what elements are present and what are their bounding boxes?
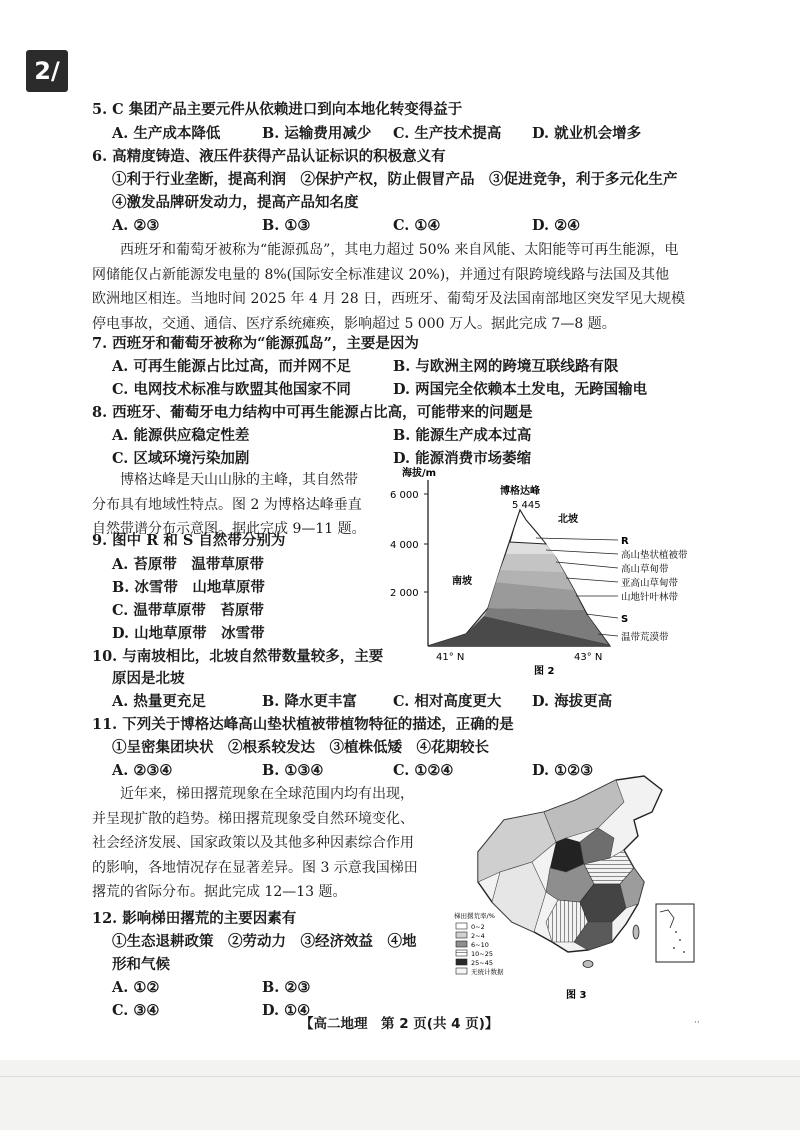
map-legend [454,911,504,976]
peak-name: 博格达峰 [500,486,540,497]
passage-12-13 [92,782,452,905]
q5-option-d[interactable]: D. 就业机会增多 [532,125,642,142]
q7-option-c[interactable]: C. 电网技术标准与欧盟其他国家不同 [112,381,351,398]
y-tick-label: 4 000 [390,540,419,551]
y-tick-label: 6 000 [390,490,419,501]
page-edge-divider [0,1076,800,1077]
q9-option-c[interactable]: C. 温带草原带 苔原带 [112,602,264,619]
south-slope-label: 南坡 [452,576,472,587]
leader-line [536,538,618,540]
q12-option-c[interactable]: C. ③④ [112,1002,160,1019]
q5-option-c[interactable]: C. 生产技术提高 [393,125,502,142]
passage-12-13-line: 近年来，梯田撂荒现象在全球范围内均有出现， [92,786,414,802]
zone-label: 高山垫状植被带 [621,550,688,561]
leader-line [546,550,618,554]
question-11-stem: 11. 下列关于博格达峰高山垫状植被带植物特征的描述，正确的是 [92,716,514,733]
q8-option-c[interactable]: C. 区域环境污染加剧 [112,450,250,467]
question-8-stem: 8. 西班牙、葡萄牙电力结构中可再生能源占比高，可能带来的问题是 [92,404,533,421]
q6-items-line-1: ①利于行业垄断，提高利润 ②保护产权，防止假冒产品 ③促进竞争，利于多元化生产 [112,171,678,188]
passage-12-13-line: 社会经济发展、国家政策以及其他多种因素综合作用 [92,835,414,851]
q6-option-c[interactable]: C. ①④ [393,217,441,234]
q10-option-c[interactable]: C. 相对高度更大 [393,693,502,710]
q6-items-line-2: ④激发品牌研发动力，提高产品知名度 [112,194,359,211]
q12-option-a[interactable]: A. ①② [112,979,160,996]
alpine-meadow-zone [500,554,564,572]
figure-2-caption: 图 2 [534,666,555,677]
passage-7-8-line: 欧洲地区相连。当地时间 2025 年 4 月 28 日，西班牙、葡萄牙及法国南部地区突发罕见大规模 [92,291,686,307]
page-number-badge: 2/ [26,50,68,92]
q5-option-a[interactable]: A. 生产成本降低 [112,125,221,142]
y-axis-title: 海拔/m [402,468,437,479]
q8-option-b[interactable]: B. 能源生产成本过高 [393,427,532,444]
alpine-cushion-zone [506,542,554,554]
latitude-south: 41° N [436,652,465,663]
legend-title: 梯田撂荒率/% [454,912,495,920]
q6-option-a[interactable]: A. ②③ [112,217,160,234]
passage-9-11-line: 自然带谱分布示意图。据此完成 9—11 题。 [92,521,366,537]
zone-label: 温带荒漠带 [621,632,669,643]
inset-island [679,939,681,941]
inset-island [675,931,677,933]
q12-items-line-1: ①生态退耕政策 ②劳动力 ③经济效益 ④地 [112,933,417,950]
q8-option-d[interactable]: D. 能源消费市场萎缩 [393,450,532,467]
south-china-sea-inset [656,904,694,962]
question-12-stem: 12. 影响梯田撂荒的主要因素有 [92,910,297,927]
question-10-stem-line-1: 10. 与南坡相比，北坡自然带数量较多，主要 [92,648,384,665]
island [583,961,593,968]
passage-9-11-line: 博格达峰是天山山脉的主峰，其自然带 [92,472,358,488]
passage-7-8-line: 网储能仅占新能源发电量的 8%(国际安全标准建议 20%)，并通过有限跨境线路与法国及其他 [92,266,670,283]
q6-option-d[interactable]: D. ②④ [532,217,581,234]
q12-option-b[interactable]: B. ②③ [262,979,311,996]
figure-3-china-map [448,772,718,1006]
q8-option-a[interactable]: A. 能源供应稳定性差 [112,427,250,444]
question-7-stem: 7. 西班牙和葡萄牙被称为“能源孤岛”，主要是因为 [92,335,419,352]
latitude-north: 43° N [574,652,603,663]
q7-option-b[interactable]: B. 与欧洲主网的跨境互联线路有限 [393,358,619,375]
legend-item: 10~25 [471,950,493,958]
passage-7-8-line: 西班牙和葡萄牙被称为“能源孤岛”，其电力超过 50% 来自风能、太阳能等可再生能源，电 [92,242,679,258]
q9-option-a[interactable]: A. 苔原带 温带草原带 [112,556,264,573]
legend-swatch [456,941,467,947]
passage-12-13-line: 的影响，各地情况存在显著差异。图 3 示意我国梯田 [92,859,418,876]
inset-island [683,951,685,953]
legend-item: 2~4 [471,932,485,940]
question-9-stem: 9. 图中 R 和 S 自然带分别为 [92,532,286,549]
zone-label-r: R [621,536,629,547]
passage-7-8-line: 停电事故，交通、通信、医疗系统瘫痪，影响超过 5 000 万人。据此完成 7—8 题。 [92,315,616,332]
page-footer: 【高二地理 第 2 页(共 4 页)】 [300,1016,499,1032]
passage-12-13-line: 并呈现扩散的趋势。梯田撂荒现象受自然环境变化、 [92,810,414,827]
zone-label-s: S [621,614,629,625]
q11-items: ①呈密集团块状 ②根系较发达 ③植株低矮 ④花期较长 [112,739,489,756]
leader-line [566,578,618,582]
y-tick-label: 2 000 [390,588,419,599]
q11-option-b[interactable]: B. ①③④ [262,762,324,779]
q6-option-b[interactable]: B. ①③ [262,217,311,234]
leader-line [556,562,618,568]
legend-swatch [456,923,467,929]
figure-3-caption: 图 3 [566,990,587,1001]
peak-elevation: 5 445 [512,500,541,511]
passage-9-11-line: 分布具有地域性特点。图 2 为博格达峰垂直 [92,496,362,513]
passage-12-13-line: 撂荒的省际分布。据此完成 12—13 题。 [92,884,347,900]
passage-7-8 [92,238,732,336]
figure-2-mountain-diagram [388,458,708,678]
legend-item: 0~2 [471,923,485,931]
corner-mark: ·· [694,1018,700,1028]
q12-option-d[interactable]: D. ①④ [262,1002,311,1019]
q7-option-d[interactable]: D. 两国完全依赖本土发电，无跨国输电 [393,381,648,398]
q11-option-d[interactable]: D. ①②③ [532,762,594,779]
legend-swatch [456,959,467,965]
legend-item: 25~45 [471,959,493,967]
legend-swatch [456,950,467,956]
q7-option-a[interactable]: A. 可再生能源占比过高，而并网不足 [112,358,351,375]
island [633,925,639,939]
zone-r-snow-cap [510,510,546,544]
legend-swatch [456,932,467,938]
legend-item: 6~10 [471,941,489,949]
legend-swatch [456,968,467,974]
question-6-stem: 6. 高精度铸造、液压件获得产品认证标识的积极意义有 [92,148,446,165]
q9-option-b[interactable]: B. 冰雪带 山地草原带 [112,579,265,596]
leader-line [586,614,618,618]
zone-label: 山地针叶林带 [621,592,679,603]
q10-option-b[interactable]: B. 降水更丰富 [262,693,357,710]
legend-item: 无统计数据 [471,968,504,976]
q12-items-line-2: 形和气候 [112,956,170,973]
north-slope-label: 北坡 [558,514,578,525]
q9-option-d[interactable]: D. 山地草原带 冰雪带 [112,625,265,642]
q11-option-c[interactable]: C. ①②④ [393,762,454,779]
zone-label: 高山草甸带 [621,564,669,575]
q10-option-a[interactable]: A. 热量更充足 [112,693,206,710]
zone-label: 亚高山草甸带 [621,578,679,589]
question-10-stem-line-2: 原因是北坡 [112,670,185,687]
q11-option-a[interactable]: A. ②③④ [112,762,173,779]
inset-island [673,947,675,949]
question-5-stem: 5. C 集团产品主要元件从依赖进口到向本地化转变得益于 [92,101,463,118]
q10-option-d[interactable]: D. 海拔更高 [532,693,613,710]
q5-option-b[interactable]: B. 运输费用减少 [262,125,372,142]
